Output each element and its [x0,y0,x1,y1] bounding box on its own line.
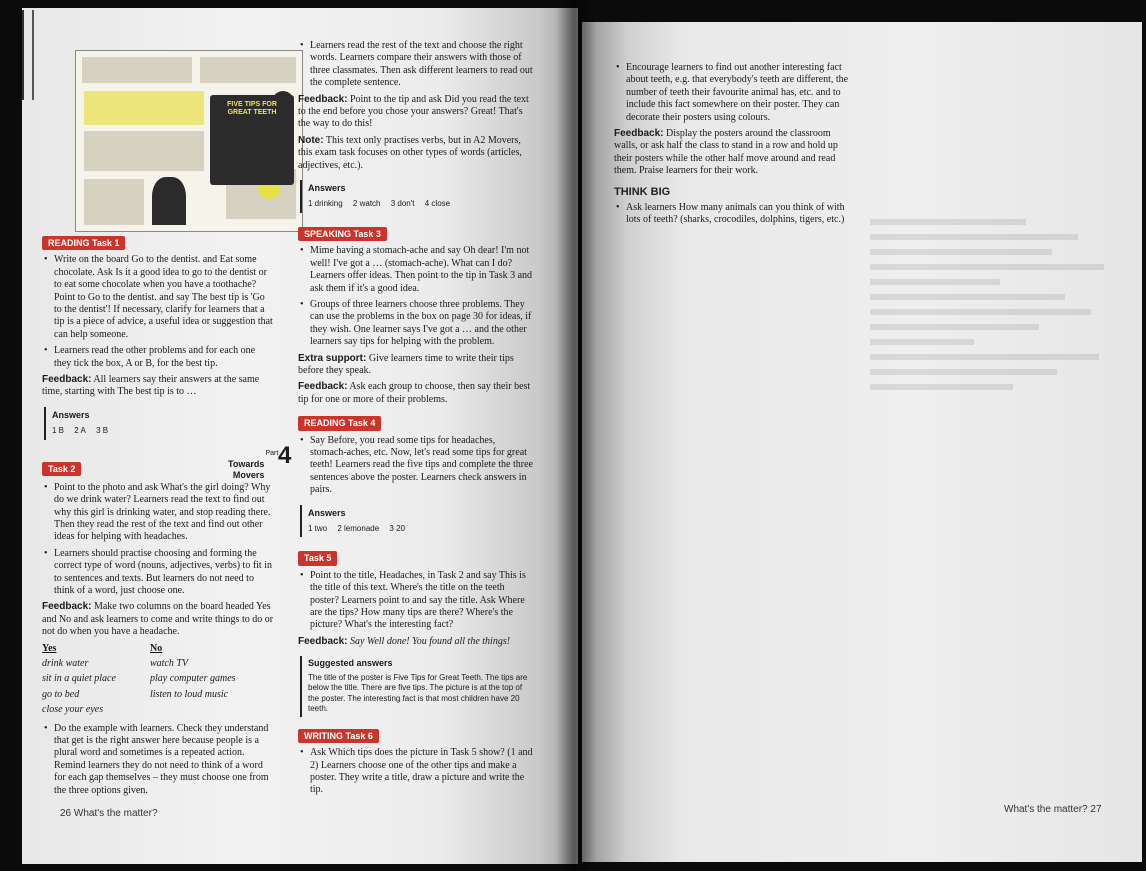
task2-feedback [42,601,274,638]
student-page-thumbnail [75,50,303,232]
feedback-text: Display the posters around the classroom walls, or ask half the class to stand in a row and hold up their posters while the other half move around and read them. Praise learners for their work. [614,128,838,177]
towards-label: Towards [228,458,265,469]
suggested-answers-box [300,656,533,717]
part-label: Part [265,449,279,457]
yes-no-table [42,643,274,717]
reading-task1-bullet: • Learners read the other problems and for each one they tick the box, A or B, for the best tip. [42,345,274,370]
no-item: listen to loud music [150,688,229,700]
think-big-heading: THINK BIG [614,185,671,198]
reading-task1-bullet: • Write on the board Go to the dentist. and Eat some chocolate. Ask Is it a good idea to go to the dentist or to eat some chocolate when you have a toothache? Point to Go to the dentist. and say The best tip is 'Go to the dentist'! If necessary, clarify for learners that a tip is a piece of advice, a useful idea or suggestion that can help someone. [42,254,274,341]
right-column [614,62,854,231]
column-b-note [298,135,533,172]
left-column [42,230,292,801]
task2-header [42,441,292,480]
task2-heading: Task 2 [42,462,81,476]
answer-item: 2 A [74,426,86,436]
suggested-answers-title: Suggested answers [308,658,393,669]
teeth-poster [210,95,294,185]
speaking-task3-heading: SPEAKING Task 3 [298,227,387,241]
extra-support-label: Extra support: [298,352,367,364]
feedback-text: All learners say their answers at the same time, starting with The best tip is to … [42,374,260,398]
answer-item: 2 lemonade [337,524,380,533]
yes-header: Yes [42,642,57,654]
answer-item: 1 two [308,524,328,533]
task2-bullet: • Point to the photo and ask What's the girl doing? Why do we drink water? Learners read the text to find out why this girl is drinking water, and stop reading there. Then they read the rest of the text and find out other ideas for helping with headaches. [42,482,274,544]
reading-task4-heading: READING Task 4 [298,416,381,430]
no-header: No [150,642,163,654]
no-item [150,704,270,716]
feedback-text: Ask each group to choose, then say their best tip for one or more of their problems. [298,381,531,405]
task2-bullet: • Learners should practise choosing and forming the correct type of word (nouns, adjectives, verbs) to fit in to sentences and texts. But learners do not need to think of a word, just choose one. [42,548,274,598]
feedback-label: Feedback: [298,93,348,105]
yes-item: go to bed [42,688,80,700]
book-spine [556,0,596,871]
answers-title: Answers [52,409,90,420]
feedback-label: Feedback: [298,381,348,393]
extra-support-text: Give learners time to write their tips before they speak. [298,352,514,376]
suggested-answers-text: The title of the poster is Five Tips for Great Teeth. The tips are below the title. There are five tips. The picture is at the top of the poster. The interesting fact is that most children have 20 teeth. [308,672,528,714]
feedback-label: Feedback: [42,601,92,613]
poster-title: FIVE TIPS FOR GREAT TEETH [227,101,277,116]
answers-box [300,180,533,213]
right-page-footer: What's the matter? 27 [1004,804,1102,815]
reading-task1-feedback [42,374,274,399]
towards-movers-label [228,448,279,481]
answers-box [44,407,274,440]
answers-title: Answers [308,183,346,194]
no-item: watch TV [150,657,189,669]
reading-task4-bullet: • Say Before, you read some tips for headaches, stomach-aches, etc. Now, let's read some tips for great teeth! Learners read the five tips and complete the three sentences above the poster. Learners check answers in pairs. [298,435,533,497]
left-page-footer: 26 What's the matter? [60,808,158,819]
answer-item: 3 20 [389,524,405,533]
page-binding [22,10,34,100]
yes-item: close your eyes [42,704,104,716]
column-b-feedback [298,94,533,131]
task5-heading: Task 5 [298,551,337,565]
answer-item: 3 don't [390,199,415,209]
writing-task6-bullet: • Ask Which tips does the picture in Task 5 show? (1 and 2) Learners choose one of the other tips and make a poster. They write a title, draw a picture and write the tip. [298,747,533,797]
middle-column [298,40,533,801]
speaking-task3-bullet: • Mime having a stomach-ache and say Oh dear! I'm not well! I've got a … (stomach-ache). What can I do? Learners offer ideas. Then point to the tip in Task 3 and ask them if it's a good idea. [298,245,533,295]
task5-feedback [298,636,533,648]
reading-task1-heading: READING Task 1 [42,236,125,250]
speaking-task3-bullet: • Groups of three learners choose three problems. They can use the problems in the box on page 30 for ideas, if they wish. One learner says I've got a … and the other learners say tips for helping with the problem. [298,299,533,349]
speaking-task3-feedback [298,381,533,406]
answer-item: 3 B [96,426,109,436]
column-b-bullet: • Learners read the rest of the text and choose the right words. Learners compare their answers with those of three classmates. Then ask different learners to read out the complete sentence. [298,40,533,90]
answers-box [300,505,533,538]
feedback-text: Make two columns on the board headed Yes and No and ask learners to come and write things to do or not do when you have a headache. [42,601,274,638]
feedback-text: Say Well done! You found all the things! [349,635,511,647]
feedback-label: Feedback: [42,374,92,386]
note-label: Note: [298,134,324,146]
right-page-feedback [614,128,854,178]
feedback-label: Feedback: [298,635,348,647]
note-text: This text only practises verbs, but in A2 Movers, this exam task focuses on other types of words (articles, adjectives, etc.). [298,134,522,171]
show-through-text [870,210,1130,710]
feedback-text: Point to the tip and ask Did you read the text to the end before you chose your answers? Great! That's the way to do this! [298,93,529,130]
answers-title: Answers [308,507,346,518]
no-item: play computer games [150,673,236,685]
task5-bullet: • Point to the title, Headaches, in Task 2 and say This is the title of this text. Where's the title on the teeth poster? Learners point to and say the title. Ask Where are the tips? How many tips are there? Where's the picture? What's the interesting fact? [298,570,533,632]
right-page-bullet: • Encourage learners to find out another interesting fact about teeth, e.g. that everybody's teeth are different, the number of teeth their favourite animal has, etc. and to include this fact somewhere on their poster. They can decorate their posters using colours. [614,62,854,124]
feedback-label: Feedback: [614,128,664,140]
part-number: 4 [278,441,292,469]
extra-support [298,353,533,378]
yes-item: sit in a quiet place [42,673,116,685]
yes-item: drink water [42,657,89,669]
movers-label: Movers [232,469,265,480]
think-big-bullet: • Ask learners How many animals can you think of with lots of teeth? (sharks, crocodiles, dolphins, tigers, etc.) [614,202,854,227]
answer-item: 1 B [52,426,65,436]
task2-bullet: • Do the example with learners. Check they understand that get is the right answer here because people is a plural word and sometimes is a repeated action. Remind learners they do not need to think of a word for each gap themselves – they must choose one from the three options given. [42,723,274,797]
writing-task6-heading: WRITING Task 6 [298,729,379,743]
answer-item: 2 watch [352,199,381,209]
answer-item: 4 close [424,199,451,209]
answer-item: 1 drinking [308,199,343,209]
